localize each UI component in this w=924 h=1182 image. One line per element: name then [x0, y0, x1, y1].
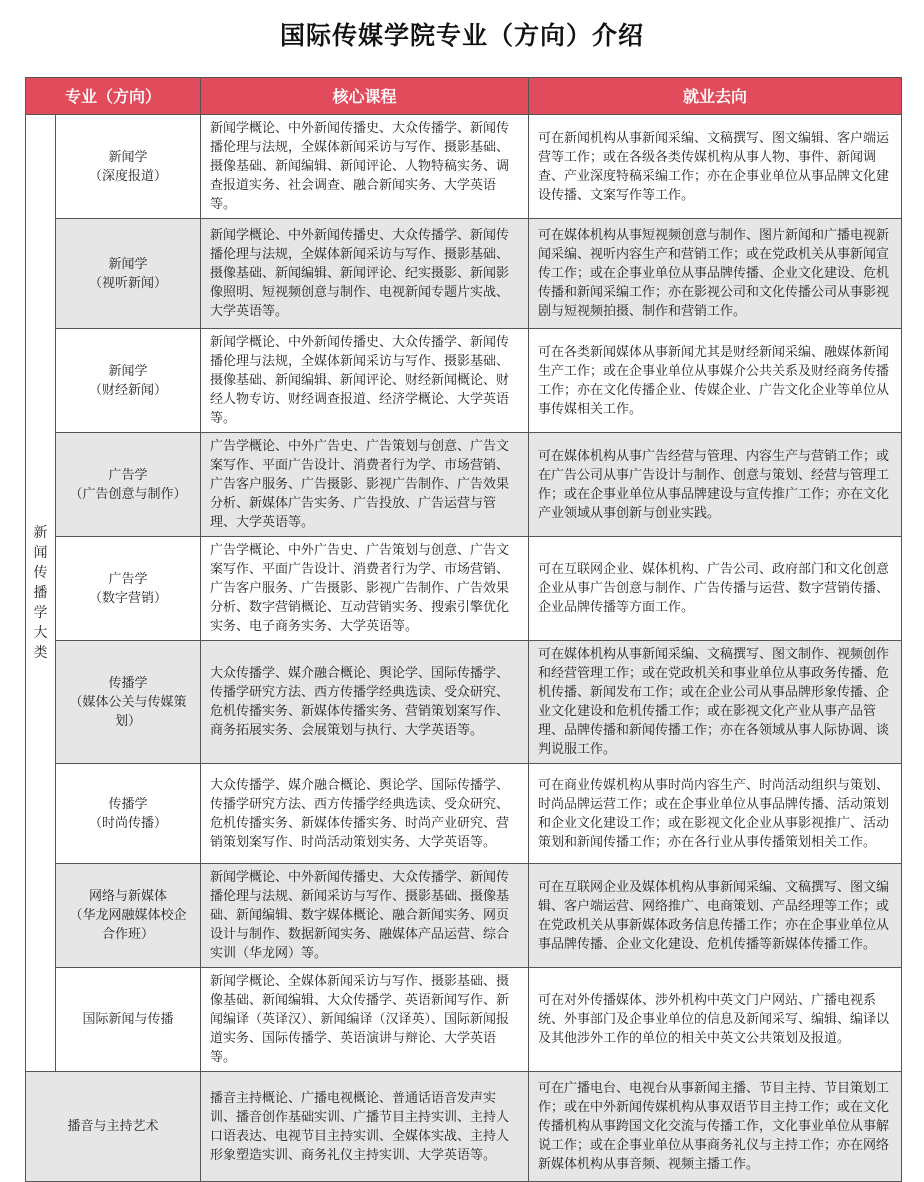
jobs-cell: 可在商业传媒机构从事时尚内容生产、时尚活动组织与策划、时尚品牌运营工作；或在企事业单位从事品牌传播、活动策划和企业文化建设工作；或在影视文化企业从事影视推广、活动策划和新闻传播工作；亦在各行业从事传播策划相关工作。	[529, 764, 902, 864]
table-row	[26, 537, 902, 641]
table-row	[26, 329, 902, 433]
major-cell	[56, 968, 201, 1072]
major-name: 传播学	[108, 675, 148, 691]
major-cell	[56, 537, 201, 641]
courses-cell: 新闻学概论、全媒体新闻采访与写作、摄影基础、摄像基础、新闻编辑、大众传播学、英语新闻写作、新闻编译（英译汉）、新闻编译（汉译英）、国际新闻报道实务、国际传播学、英语演讲与辩论、大学英语等。	[201, 968, 529, 1072]
header-jobs: 就业去向	[529, 78, 902, 115]
major-cell	[56, 219, 201, 329]
table-row	[26, 1072, 902, 1182]
courses-cell: 新闻学概论、中外新闻传播史、大众传播学、新闻传播伦理与法规，全媒体新闻采访与写作、摄影基础、摄像基础、新闻编辑、新闻评论、人物特稿实务、调查报道实务、社会调查、融合新闻实务、大学英语等。	[201, 115, 529, 219]
header-courses: 核心课程	[201, 78, 529, 115]
courses-cell: 大众传播学、媒介融合概论、舆论学、国际传播学、传播学研究方法、西方传播学经典选读、受众研究、危机传播实务、新媒体传播实务、时尚产业研究、营销策划案写作、时尚活动策划实务、大学英语等。	[201, 764, 529, 864]
jobs-cell: 可在媒体机构从事短视频创意与制作、图片新闻和广播电视新闻采编、视听内容生产和营销工作；或在党政机关从事新闻宣传工作；或在企事业单位从事品牌传播、企业文化建设、危机传播和新闻采编工作；亦在影视公司和文化传播公司从事影视剧与短视频拍摄、制作和营销工作。	[529, 219, 902, 329]
major-name: 广告学	[108, 571, 148, 587]
courses-cell: 新闻学概论、中外新闻传播史、大众传播学、新闻传播伦理与法规，全媒体新闻采访与写作、摄影基础、摄像基础、新闻编辑、新闻评论、财经新闻概论、财经人物专访、财经调查报道、经济学概论、大学英语等。	[201, 329, 529, 433]
table-row	[26, 864, 902, 968]
major-direction: （数字营销）	[89, 590, 168, 606]
jobs-cell: 可在新闻机构从事新闻采编、文稿撰写、图文编辑、客户端运营等工作；或在各级各类传媒机构从事人物、事件、新闻调查、产业深度特稿采编工作；亦在企事业单位从事品牌文化建设传播、文案写作等工作。	[529, 115, 902, 219]
jobs-cell: 可在对外传播媒体、涉外机构中英文门户网站、广播电视系统、外事部门及企事业单位的信息及新闻采写、编辑、编译以及其他涉外工作的单位的相关中英文公共策划及报道。	[529, 968, 902, 1072]
table-row	[26, 115, 902, 219]
jobs-cell: 可在互联网企业及媒体机构从事新闻采编、文稿撰写、图文编辑、客户端运营、网络推广、电商策划、产品经理等工作；或在党政机关从事新媒体政务信息传播工作；亦在企事业单位从事品牌传播、企业文化建设、危机传播等新媒体传播工作。	[529, 864, 902, 968]
major-direction: （华龙网融媒体校企合作班）	[69, 908, 187, 942]
courses-cell: 新闻学概论、中外新闻传播史、大众传播学、新闻传播伦理与法规，全媒体新闻采访与写作、摄影基础、摄像基础、新闻编辑、新闻评论、纪实摄影、新闻影像照明、短视频创意与制作、电视新闻专题片实战、大学英语等。	[201, 219, 529, 329]
major-table	[25, 77, 902, 1182]
major-cell	[56, 433, 201, 537]
table-row	[26, 641, 902, 764]
courses-cell: 广告学概论、中外广告史、广告策划与创意、广告文案写作、平面广告设计、消费者行为学、市场营销、广告客户服务、广告摄影、影视广告制作、广告效果分析、新媒体广告实务、广告投放、广告运营与管理、大学英语等。	[201, 433, 529, 537]
jobs-cell: 可在广播电台、电视台从事新闻主播、节目主持、节目策划工作；或在中外新闻传媒机构从事双语节目主持工作；或在文化传播机构从事跨国文化交流与传播工作，文化事业单位从事解说工作；或在企事业单位从事商务礼仪与主持工作；亦在网络新媒体机构从事音频、视频主播工作。	[529, 1072, 902, 1182]
major-name: 新闻学	[108, 149, 148, 165]
major-name: 国际新闻与传播	[82, 1012, 174, 1027]
major-direction: （深度报道）	[89, 168, 168, 184]
header-major: 专业（方向）	[26, 78, 201, 115]
major-cell	[56, 764, 201, 864]
major-direction: （财经新闻）	[89, 382, 168, 398]
major-name: 广告学	[108, 467, 148, 483]
major-name: 新闻学	[108, 256, 148, 272]
courses-cell: 播音主持概论、广播电视概论、普通话语音发声实训、播音创作基础实训、广播节目主持实训、主持人口语表达、电视节目主持实训、全媒体实战、主持人形象塑造实训、商务礼仪主持实训、大学英语等。	[201, 1072, 529, 1182]
major-cell	[56, 641, 201, 764]
table-row	[26, 968, 902, 1072]
category-cell: 新闻传播学大类	[26, 115, 56, 1072]
major-direction: （视听新闻）	[89, 275, 168, 291]
major-cell: 播音与主持艺术	[26, 1072, 201, 1182]
courses-cell: 大众传播学、媒介融合概论、舆论学、国际传播学、传播学研究方法、西方传播学经典选读、受众研究、危机传播实务、新媒体传播实务、营销策划案写作、商务拓展实务、会展策划与执行、大学英语等。	[201, 641, 529, 764]
page-title: 国际传媒学院专业（方向）介绍	[279, 21, 644, 50]
major-direction: （媒体公关与传媒策划）	[69, 694, 187, 729]
major-name: 传播学	[108, 796, 148, 812]
major-cell	[56, 864, 201, 968]
table-header	[26, 78, 902, 115]
major-cell	[56, 329, 201, 433]
jobs-cell: 可在互联网企业、媒体机构、广告公司、政府部门和文化创意企业从事广告创意与制作、广告传播与运营、数字营销传播、企业品牌传播等方面工作。	[529, 537, 902, 641]
major-name: 网络与新媒体	[89, 889, 168, 904]
table-row	[26, 433, 902, 537]
jobs-cell: 可在各类新闻媒体从事新闻尤其是财经新闻采编、融媒体新闻生产工作；或在企事业单位从事媒介公共关系及财经商务传播工作；亦在文化传播企业、传媒企业、广告文化企业等单位从事传媒相关工作。	[529, 329, 902, 433]
major-direction: （时尚传播）	[89, 815, 168, 831]
jobs-cell: 可在媒体机构从事广告经营与管理、内容生产与营销工作；或在广告公司从事广告设计与制作、创意与策划、经营与管理工作；或在企事业单位从事品牌建设与宣传推广工作；亦在文化产业领域从事创新与创业实践。	[529, 433, 902, 537]
courses-cell: 新闻学概论、中外新闻传播史、大众传播学、新闻传播伦理与法规、新闻采访与写作、摄影基础、摄像基础、新闻编辑、数字媒体概论、融合新闻实务、网页设计与制作、数据新闻实务、融媒体产品运营、综合实训（华龙网）等。	[201, 864, 529, 968]
major-direction: （广告创意与制作）	[69, 486, 187, 502]
major-cell	[56, 115, 201, 219]
courses-cell: 广告学概论、中外广告史、广告策划与创意、广告文案写作、平面广告设计、消费者行为学、市场营销、广告客户服务、广告摄影、影视广告制作、广告效果分析、数字营销概论、互动营销实务、搜索引擎优化实务、电子商务实务、大学英语等。	[201, 537, 529, 641]
major-name: 新闻学	[108, 363, 148, 379]
table-row	[26, 764, 902, 864]
jobs-cell: 可在媒体机构从事新闻采编、文稿撰写、图文制作、视频创作和经营管理工作；或在党政机关和事业单位从事政务传播、危机传播、新闻发布工作；或在企业公司从事品牌形象传播、企业文化建设和危机传播工作；或在影视文化产业从事产品管理、品牌传播和新闻传播工作；亦在各领域从事人际协调、谈判说服工作。	[529, 641, 902, 764]
table-row	[26, 219, 902, 329]
